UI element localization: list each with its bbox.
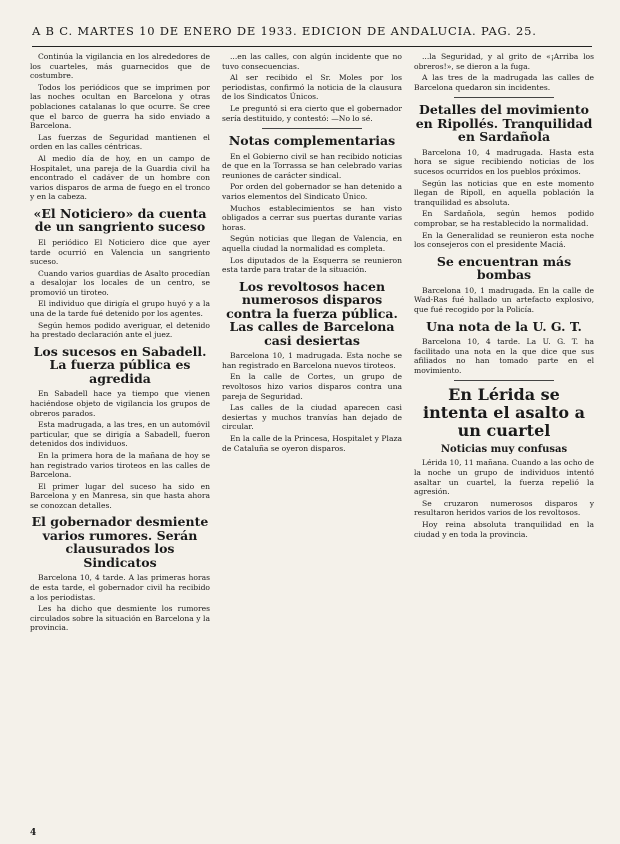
paragraph: Barcelona 10, 4 tarde. La U. G. T. ha facilitado una nota en la que dice que sus afiliados no han tomado parte en el movimiento. xyxy=(414,337,594,375)
paragraph: Continúa la vigilancia en los alrededores de los cuarteles, más guarnecidos que de costumbre. xyxy=(30,52,210,81)
paragraph: Barcelona 10, 4 tarde. A las primeras horas de esta tarde, el gobernador civil ha recibido a los periodistas. xyxy=(30,573,210,602)
paragraph: En Sardañola, según hemos podido comprobar, se ha restablecido la normalidad. xyxy=(414,209,594,229)
paragraph: Lérida 10, 11 mañana. Cuando a las ocho de la noche un grupo de individuos intentó asaltar un cuartel, la fuerza repelió la agresión. xyxy=(414,458,594,497)
paragraph: En el Gobierno civil se han recibido noticias de que en la Torrassa se han celebrado varias reuniones de carácter sindical. xyxy=(222,151,402,180)
subheadline-confusas: Noticias muy confusas xyxy=(440,444,568,456)
headline-lerida: En Lérida se intenta el asalto a un cuartel xyxy=(423,385,585,441)
column-3 xyxy=(414,52,594,832)
headline-revoltosos: Los revoltosos hacen numerosos disparos contra la fuerza pública. Las calles de Barcelona casi desiertas xyxy=(226,278,398,348)
paragraph: En la Generalidad se reunieron esta noche los consejeros con el presidente Maciá. xyxy=(414,230,594,250)
paragraph: Barcelona 10, 4 madrugada. Hasta esta hora se sigue recibiendo noticias de los sucesos ocurridos en los pueblos próximos. xyxy=(414,147,594,177)
page-header xyxy=(32,24,592,47)
paragraph: En la calle de la Princesa, Hospitalet y Plaza de Cataluña se oyeron disparos. xyxy=(222,434,402,453)
paragraph: En Sabadell hace ya tiempo que vienen haciéndose objeto de vigilancia los grupos de obreros parados. xyxy=(30,389,210,418)
headline-notas: Notas complementarias xyxy=(228,133,396,149)
column-2 xyxy=(222,52,402,832)
paragraph: Las calles de la ciudad aparecen casi desiertas y muchos tranvías han dejado de circular. xyxy=(222,403,402,432)
paragraph: Al ser recibido el Sr. Moles por los periodistas, confirmó la noticia de la clausura de los Sindicatos Únicos. xyxy=(222,73,402,102)
paragraph: Les ha dicho que desmiente los rumores circulados sobre la situación en Barcelona y la provincia. xyxy=(30,604,210,633)
paragraph: En la calle de Cortes, un grupo de revoltosos hizo varios disparos contra una pareja de Seguridad. xyxy=(222,372,402,401)
divider xyxy=(454,380,554,381)
paragraph: Le preguntó si era cierto que el gobernador sería destituido, y contestó: —No lo sé. xyxy=(222,103,402,123)
paragraph: Barcelona 10, 1 madrugada. Esta noche se han registrado en Barcelona nuevos tiroteos. xyxy=(222,351,402,370)
paragraph: Según hemos podido averiguar, el detenido ha prestado declaración ante el juez. xyxy=(30,320,210,340)
paragraph: El individuo que dirigía el grupo huyó y a la una de la tarde fué detenido por los agentes. xyxy=(30,299,210,319)
paragraph: Todos los periódicos que se imprimen por las noches ocultan en Barcelona y otras poblaciones catalanas lo que ocurre. Se cree que el barco de guerra ha sido enviado a Barcelona. xyxy=(30,82,210,131)
paragraph: Barcelona 10, 1 madrugada. En la calle de Wad-Ras fué hallado un artefacto explosivo, que fué recogido por la Policía. xyxy=(414,285,594,314)
paragraph: Al medio día de hoy, en un campo de Hospitalet, una pareja de la Guardia civil ha encontrado el cadáver de un hombre con varios disparos de arma de fuego en el tronco y en la cabeza. xyxy=(30,153,210,202)
headline-ugt: Una nota de la U. G. T. xyxy=(426,318,582,334)
header-text: A B C. MARTES 10 DE ENERO DE 1933. EDICION DE ANDALUCIA. PAG. 25. xyxy=(32,24,537,38)
divider xyxy=(262,128,362,129)
paragraph: Esta madrugada, a las tres, en un automóvil particular, que se dirigía a Sabadell, fueron detenidos dos individuos. xyxy=(30,420,210,449)
paragraph: Muchos establecimientos se han visto obligados a cerrar sus puertas durante varias horas. xyxy=(222,203,402,232)
paragraph: El primer lugar del suceso ha sido en Barcelona y en Manresa, sin que hasta ahora se conozcan detalles. xyxy=(30,481,210,510)
paragraph: Hoy reina absoluta tranquilidad en la ciudad y en toda la provincia. xyxy=(414,520,594,539)
headline-noticiero: «El Noticiero» da cuenta de un sangriento suceso xyxy=(33,205,207,235)
article-columns xyxy=(30,52,596,832)
paragraph: ...la Seguridad, y al grito de «¡Arriba los obreros!», se dieron a la fuga. xyxy=(414,52,594,71)
headline-sabadell: Los sucesos en Sabadell. La fuerza pública es agredida xyxy=(33,343,207,386)
column-1 xyxy=(30,52,210,832)
paragraph: Los diputados de la Esquerra se reunieron esta tarde para tratar de la situación. xyxy=(222,255,402,275)
divider xyxy=(454,97,554,98)
headline-gobernador: El gobernador desmiente varios rumores. Serán clausurados los Sindicatos xyxy=(31,514,209,570)
paragraph: Cuando varios guardias de Asalto procedían a desalojar los locales de un centro, se promovió un tiroteo. xyxy=(30,268,210,297)
headline-ripolles: Detalles del movimiento en Ripollés. Tranquilidad en Sardañola xyxy=(415,102,593,145)
paragraph: Por orden del gobernador se han detenido a varios elementos del Sindicato Único. xyxy=(222,182,402,202)
paragraph: Según noticias que llegan de Valencia, en aquella ciudad la normalidad es completa. xyxy=(222,234,402,253)
paragraph: El periódico El Noticiero dice que ayer tarde ocurrió en Valencia un sangriento suceso. xyxy=(30,237,210,267)
paragraph: ...en las calles, con algún incidente que no tuvo consecuencias. xyxy=(222,52,402,71)
page-number: 4 xyxy=(30,828,37,838)
paragraph: En la primera hora de la mañana de hoy se han registrado varios tiroteos en las calles de Barcelona. xyxy=(30,450,210,480)
paragraph: Según las noticias que en este momento llegan de Ripoll, en aquella población la tranquilidad es absoluta. xyxy=(414,178,594,207)
paragraph: Se cruzaron numerosos disparos y resultaron heridos varios de los revoltosos. xyxy=(414,498,594,518)
paragraph: Las fuerzas de Seguridad mantienen el orden en las calles céntricas. xyxy=(30,132,210,152)
headline-bombas: Se encuentran más bombas xyxy=(436,253,572,283)
paragraph: A las tres de la madrugada las calles de Barcelona quedaron sin incidentes. xyxy=(414,73,594,92)
